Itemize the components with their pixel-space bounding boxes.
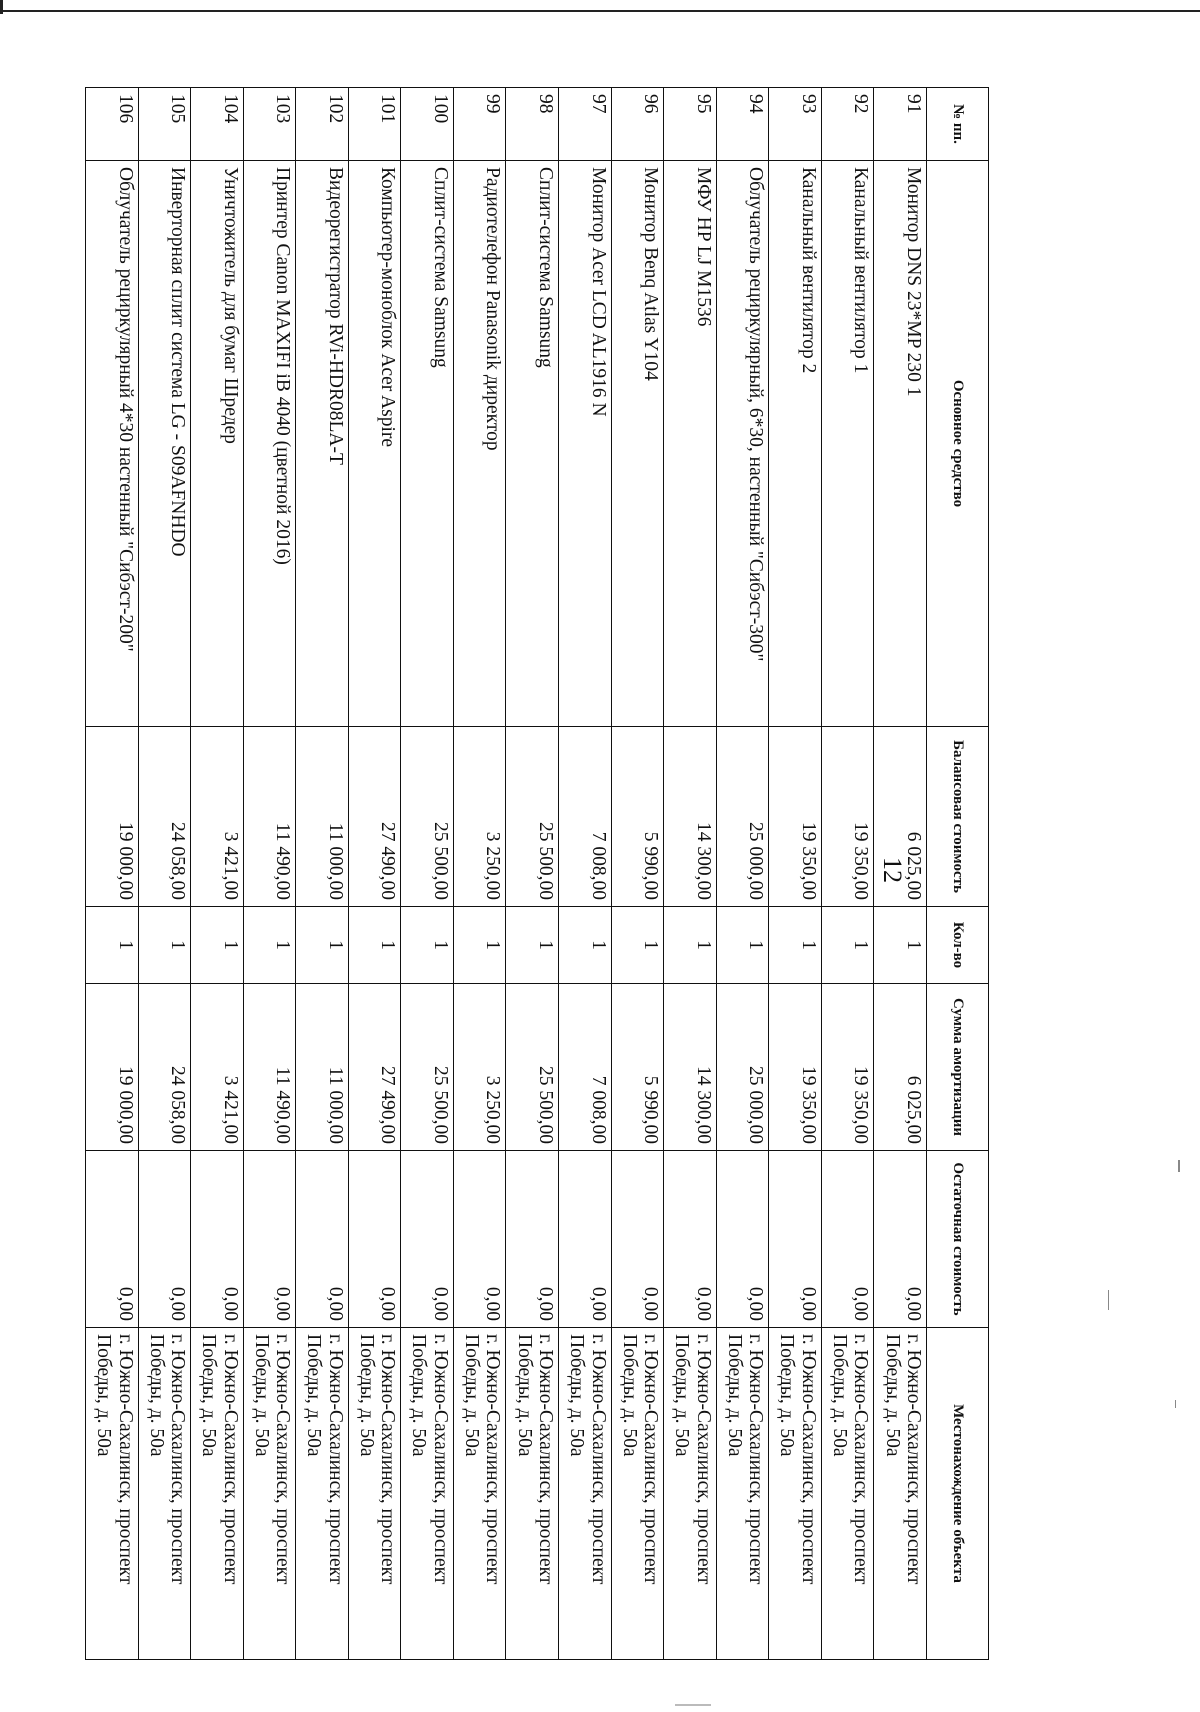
cell-qty: 1 bbox=[874, 907, 927, 984]
table-row bbox=[874, 88, 927, 1660]
table-row bbox=[769, 88, 822, 1660]
cell-name: Монитор Acer LCD AL1916 N bbox=[559, 161, 612, 727]
cell-name: Канальный вентилятор 2 bbox=[769, 161, 822, 727]
table-row bbox=[664, 88, 717, 1660]
cell-qty: 1 bbox=[716, 907, 769, 984]
cell-location: г. Южно-Сахалинск, проспект Победы, д. 50а bbox=[191, 1328, 244, 1660]
header-qty: Кол-во bbox=[927, 907, 989, 984]
cell-location: г. Южно-Сахалинск, проспект Победы, д. 50а bbox=[769, 1328, 822, 1660]
cell-location: г. Южно-Сахалинск, проспект Победы, д. 50а bbox=[506, 1328, 559, 1660]
cell-qty: 1 bbox=[559, 907, 612, 984]
table-row bbox=[716, 88, 769, 1660]
cell-num: 103 bbox=[243, 88, 296, 161]
cell-num: 101 bbox=[348, 88, 401, 161]
cell-num: 96 bbox=[611, 88, 664, 161]
cell-name: Инверторная сплит система LG - S09AFNHDO bbox=[138, 161, 191, 727]
cell-qty: 1 bbox=[401, 907, 454, 984]
cell-name: Радиотелефон Panasonik директор bbox=[453, 161, 506, 727]
cell-amortization: 6 025,00 bbox=[874, 984, 927, 1151]
cell-amortization: 19 350,00 bbox=[769, 984, 822, 1151]
cell-balance: 14 300,00 bbox=[664, 727, 717, 907]
cell-location: г. Южно-Сахалинск, проспект Победы, д. 50а bbox=[559, 1328, 612, 1660]
table-body bbox=[86, 88, 927, 1660]
cell-num: 91 bbox=[874, 88, 927, 161]
cell-amortization: 25 500,00 bbox=[401, 984, 454, 1151]
cell-name: Уничтожитель для бумаг Шредер bbox=[191, 161, 244, 727]
cell-qty: 1 bbox=[138, 907, 191, 984]
cell-location: г. Южно-Сахалинск, проспект Победы, д. 50а bbox=[348, 1328, 401, 1660]
cell-balance: 6 025,00 bbox=[874, 727, 927, 907]
cell-location: г. Южно-Сахалинск, проспект Победы, д. 50а bbox=[611, 1328, 664, 1660]
cell-qty: 1 bbox=[453, 907, 506, 984]
header-location: Местонахождение объекта bbox=[927, 1328, 989, 1660]
scan-edge-left bbox=[0, 0, 3, 14]
cell-amortization: 3 421,00 bbox=[191, 984, 244, 1151]
cell-name: Компьютер-моноблок Acer Aspire bbox=[348, 161, 401, 727]
cell-residual: 0,00 bbox=[401, 1151, 454, 1328]
cell-balance: 25 500,00 bbox=[401, 727, 454, 907]
cell-name: Облучатель рециркулярный 4*30 настенный "Сибэст-200" bbox=[86, 161, 139, 727]
cell-amortization: 27 490,00 bbox=[348, 984, 401, 1151]
cell-qty: 1 bbox=[191, 907, 244, 984]
table-row bbox=[611, 88, 664, 1660]
cell-num: 106 bbox=[86, 88, 139, 161]
table-row bbox=[453, 88, 506, 1660]
header-name: Основное средство bbox=[927, 161, 989, 727]
cell-num: 92 bbox=[821, 88, 874, 161]
table-row bbox=[821, 88, 874, 1660]
cell-amortization: 19 000,00 bbox=[86, 984, 139, 1151]
cell-residual: 0,00 bbox=[769, 1151, 822, 1328]
cell-num: 93 bbox=[769, 88, 822, 161]
cell-location: г. Южно-Сахалинск, проспект Победы, д. 50а bbox=[138, 1328, 191, 1660]
cell-qty: 1 bbox=[821, 907, 874, 984]
rotated-table-wrapper bbox=[85, 87, 989, 1659]
cell-residual: 0,00 bbox=[348, 1151, 401, 1328]
cell-residual: 0,00 bbox=[611, 1151, 664, 1328]
table-row bbox=[138, 88, 191, 1660]
cell-amortization: 25 000,00 bbox=[716, 984, 769, 1151]
table-row bbox=[243, 88, 296, 1660]
cell-residual: 0,00 bbox=[559, 1151, 612, 1328]
cell-amortization: 19 350,00 bbox=[821, 984, 874, 1151]
cell-amortization: 14 300,00 bbox=[664, 984, 717, 1151]
page-number: 12 bbox=[878, 857, 907, 883]
cell-balance: 19 350,00 bbox=[821, 727, 874, 907]
table-header-row bbox=[927, 88, 989, 1660]
cell-balance: 24 058,00 bbox=[138, 727, 191, 907]
cell-num: 94 bbox=[716, 88, 769, 161]
scan-speck bbox=[1108, 1290, 1109, 1310]
scan-edge-top bbox=[0, 0, 1200, 12]
cell-name: МФУ HP LJ M1536 bbox=[664, 161, 717, 727]
scan-speck bbox=[675, 1704, 711, 1706]
cell-location: г. Южно-Сахалинск, проспект Победы, д. 50а bbox=[86, 1328, 139, 1660]
cell-location: г. Южно-Сахалинск, проспект Победы, д. 50а bbox=[716, 1328, 769, 1660]
cell-location: г. Южно-Сахалинск, проспект Победы, д. 50а bbox=[401, 1328, 454, 1660]
cell-balance: 25 500,00 bbox=[506, 727, 559, 907]
table-row bbox=[401, 88, 454, 1660]
cell-name: Видеорегистратор RVi-HDR08LA-T bbox=[296, 161, 349, 727]
table-row bbox=[86, 88, 139, 1660]
table-row bbox=[506, 88, 559, 1660]
cell-qty: 1 bbox=[506, 907, 559, 984]
cell-name: Облучатель рециркулярный, 6*30, настенный "Сибэст-300" bbox=[716, 161, 769, 727]
cell-num: 98 bbox=[506, 88, 559, 161]
cell-balance: 19 350,00 bbox=[769, 727, 822, 907]
cell-residual: 0,00 bbox=[86, 1151, 139, 1328]
cell-qty: 1 bbox=[664, 907, 717, 984]
cell-name: Принтер Canon MAXIFI iB 4040 (цветной 2016) bbox=[243, 161, 296, 727]
header-residual: Остаточная стоимость bbox=[927, 1151, 989, 1328]
cell-residual: 0,00 bbox=[296, 1151, 349, 1328]
cell-name: Сплит-система Samsung bbox=[401, 161, 454, 727]
cell-amortization: 24 058,00 bbox=[138, 984, 191, 1151]
cell-residual: 0,00 bbox=[821, 1151, 874, 1328]
cell-amortization: 11 490,00 bbox=[243, 984, 296, 1151]
cell-location: г. Южно-Сахалинск, проспект Победы, д. 50а bbox=[664, 1328, 717, 1660]
cell-name: Монитор DNS 23*MP 230 1 bbox=[874, 161, 927, 727]
assets-table bbox=[85, 87, 989, 1660]
cell-residual: 0,00 bbox=[874, 1151, 927, 1328]
cell-num: 105 bbox=[138, 88, 191, 161]
header-balance: Балансовая стоимость bbox=[927, 727, 989, 907]
cell-num: 97 bbox=[559, 88, 612, 161]
cell-qty: 1 bbox=[611, 907, 664, 984]
scan-speck bbox=[1178, 1160, 1180, 1172]
scan-speck bbox=[1175, 1400, 1176, 1408]
cell-balance: 5 990,00 bbox=[611, 727, 664, 907]
cell-amortization: 5 990,00 bbox=[611, 984, 664, 1151]
cell-num: 104 bbox=[191, 88, 244, 161]
cell-num: 100 bbox=[401, 88, 454, 161]
header-amortization: Сумма амортизации bbox=[927, 984, 989, 1151]
cell-residual: 0,00 bbox=[191, 1151, 244, 1328]
cell-balance: 25 000,00 bbox=[716, 727, 769, 907]
cell-balance: 3 421,00 bbox=[191, 727, 244, 907]
cell-amortization: 11 000,00 bbox=[296, 984, 349, 1151]
cell-residual: 0,00 bbox=[453, 1151, 506, 1328]
cell-qty: 1 bbox=[348, 907, 401, 984]
cell-name: Сплит-система Samsung bbox=[506, 161, 559, 727]
cell-balance: 11 000,00 bbox=[296, 727, 349, 907]
cell-qty: 1 bbox=[296, 907, 349, 984]
cell-balance: 7 008,00 bbox=[559, 727, 612, 907]
cell-balance: 3 250,00 bbox=[453, 727, 506, 907]
table-row bbox=[348, 88, 401, 1660]
cell-qty: 1 bbox=[86, 907, 139, 984]
cell-amortization: 3 250,00 bbox=[453, 984, 506, 1151]
cell-num: 102 bbox=[296, 88, 349, 161]
cell-location: г. Южно-Сахалинск, проспект Победы, д. 50а bbox=[296, 1328, 349, 1660]
cell-name: Монитор Benq Atlas Y104 bbox=[611, 161, 664, 727]
cell-qty: 1 bbox=[243, 907, 296, 984]
table-row bbox=[191, 88, 244, 1660]
cell-num: 99 bbox=[453, 88, 506, 161]
cell-balance: 19 000,00 bbox=[86, 727, 139, 907]
cell-amortization: 7 008,00 bbox=[559, 984, 612, 1151]
cell-location: г. Южно-Сахалинск, проспект Победы, д. 50а bbox=[874, 1328, 927, 1660]
cell-residual: 0,00 bbox=[664, 1151, 717, 1328]
cell-residual: 0,00 bbox=[716, 1151, 769, 1328]
cell-num: 95 bbox=[664, 88, 717, 161]
cell-balance: 27 490,00 bbox=[348, 727, 401, 907]
cell-name: Канальный вентилятор 1 bbox=[821, 161, 874, 727]
cell-residual: 0,00 bbox=[138, 1151, 191, 1328]
table-row bbox=[559, 88, 612, 1660]
cell-residual: 0,00 bbox=[506, 1151, 559, 1328]
cell-residual: 0,00 bbox=[243, 1151, 296, 1328]
cell-location: г. Южно-Сахалинск, проспект Победы, д. 50а bbox=[453, 1328, 506, 1660]
cell-qty: 1 bbox=[769, 907, 822, 984]
cell-amortization: 25 500,00 bbox=[506, 984, 559, 1151]
cell-location: г. Южно-Сахалинск, проспект Победы, д. 50а bbox=[243, 1328, 296, 1660]
header-num: № пп. bbox=[927, 88, 989, 161]
cell-balance: 11 490,00 bbox=[243, 727, 296, 907]
cell-location: г. Южно-Сахалинск, проспект Победы, д. 50а bbox=[821, 1328, 874, 1660]
table-row bbox=[296, 88, 349, 1660]
